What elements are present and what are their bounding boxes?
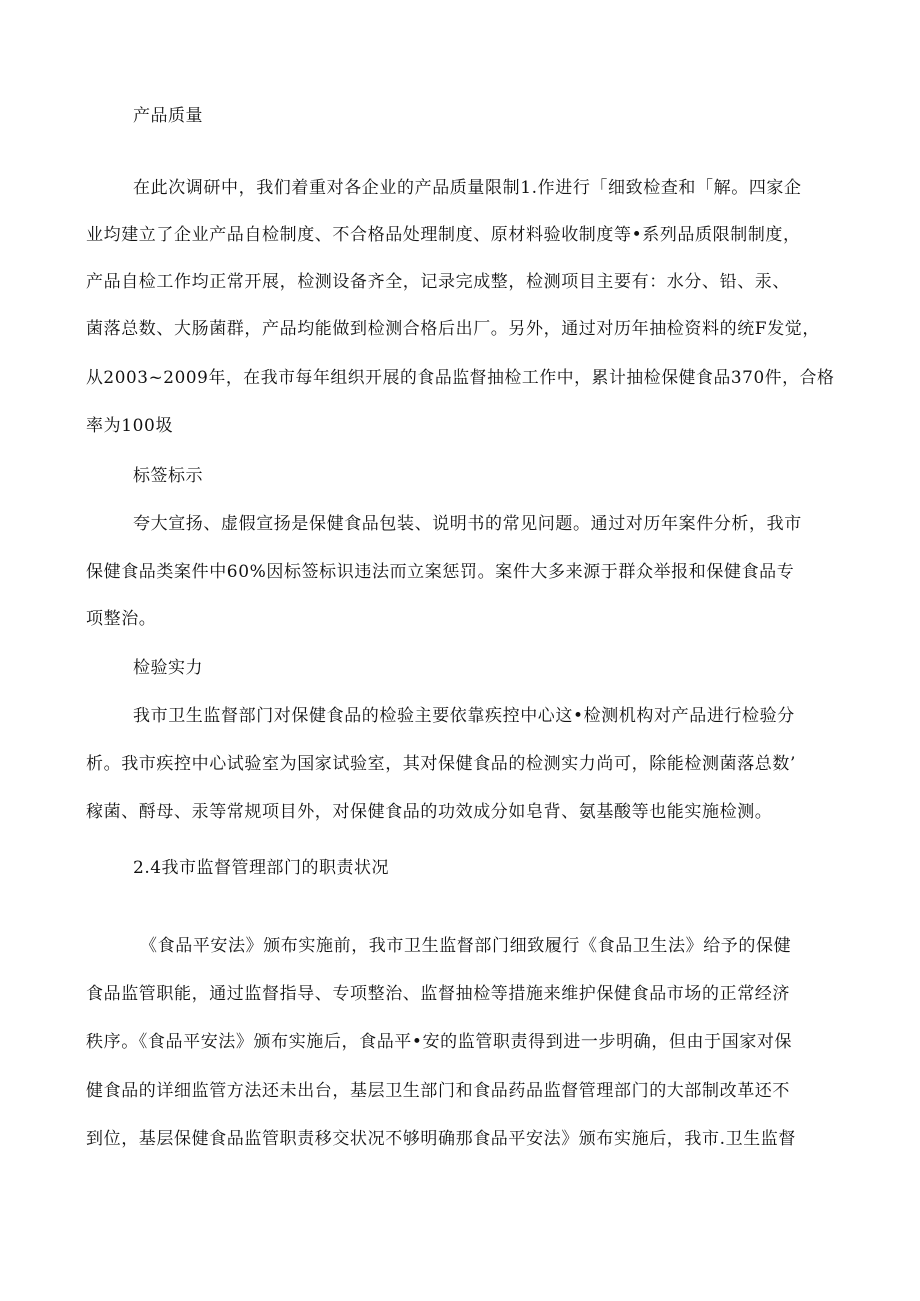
paragraph-line: 析。我市疾控中心试验室为国家试验室，其对保健食品的检测实力尚可，除能检测菌落总数’ [86,754,797,774]
paragraph-line: 从2003~2009年，在我市每年组织开展的食品监督抽检工作中，累计抽检保健食品370件，合格 [86,368,835,388]
paragraph-line: 在此次调研中，我们着重对各企业的产品质量限制1.作进行「细致检查和「解。四家企 [133,178,802,198]
paragraph-line: 食品监管职能，通过监督指导、专项整治、监督抽检等措施来维护保健食品市场的正常经济 [86,984,790,1004]
section-heading-product-quality: 产品质量 [133,106,203,126]
paragraph-line: 《食品平安法》颁布实施前，我市卫生监督部门细致履行《食品卫生法》给予的保健 [140,936,792,956]
section-heading-responsibilities: 2.4我市监督管理部门的职责状况 [133,858,390,878]
section-heading-label: 标签标示 [133,466,203,486]
paragraph-line: 菌落总数、大肠菌群，产品均能做到检测合格后出厂。另外，通过对历年抽检资料的统F发觉， [86,319,820,339]
paragraph-line: 项整治。 [86,609,157,629]
paragraph-line: 秩序。《食品平安法》颁布实施后，食品平•安的监管职责得到进一步明确，但由于国家对保 [86,1032,793,1052]
paragraph-line: 稼菌、酹母、汞等常规项目外，对保健食品的功效成分如皂背、氨基酸等也能实施检测。 [86,802,773,822]
paragraph-line: 率为100圾 [86,416,174,436]
paragraph-line: 到位，基层保健食品监管职责移交状况不够明确那食品平安法》颁布实施后，我市.卫生监督 [86,1129,797,1149]
section-heading-inspection: 检验实力 [133,658,203,678]
paragraph-line: 我市卫生监督部门对保健食品的检验主要依靠疾控中心这•检测机构对产品进行检验分 [133,706,795,726]
paragraph-line: 夸大宣扬、虚假宣扬是保健食品包装、说明书的常见问题。通过对历年案件分析，我市 [133,514,802,534]
paragraph-line: 产品自检工作均正常开展，检测设备齐全，记录完成整，检测项目主要有：水分、铅、汞、 [86,272,790,292]
paragraph-line: 健食品的详细监管方法还未出台，基层卫生部门和食品药品监督管理部门的大部制改革还不 [86,1081,790,1101]
paragraph-line: 业均建立了企业产品自检制度、不合格品处理制度、原材料验收制度等•系列品质限制制度， [86,225,801,245]
paragraph-line: 保健食品类案件中60%因标签标识违法而立案惩罚。案件大多来源于群众举报和保健食品专 [86,562,795,582]
